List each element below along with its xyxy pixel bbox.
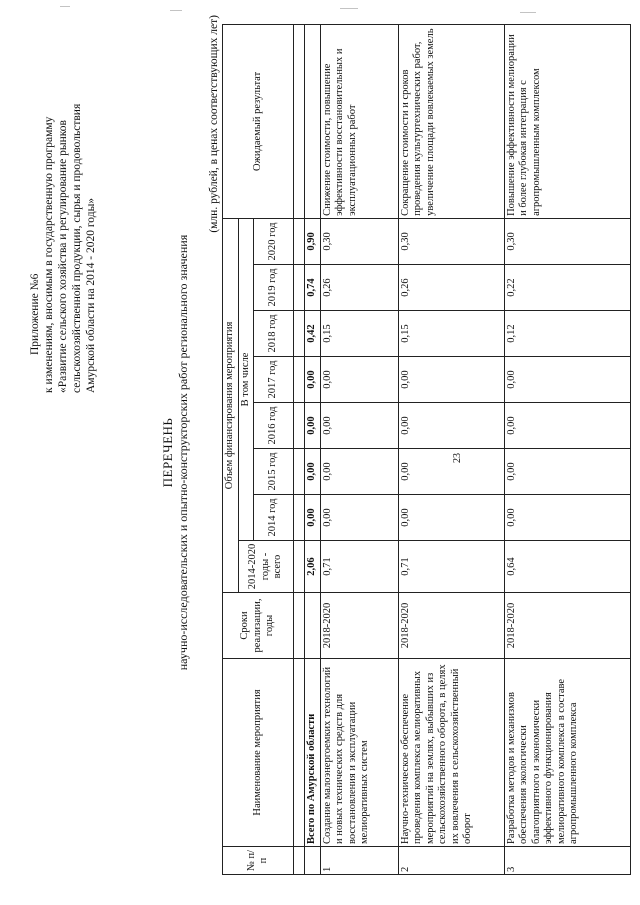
table-row xyxy=(398,24,504,874)
header-year: 2015 год xyxy=(254,449,294,495)
row-year-value: 0,00 xyxy=(320,403,398,449)
row-year-value: 0,12 xyxy=(504,311,630,357)
appendix-header xyxy=(28,13,98,393)
total-label: Всего по Амурской области xyxy=(305,659,321,847)
appendix-line: «Развитие сельского хозяйства и регулирование рынков xyxy=(57,120,69,393)
header-year: 2019 год xyxy=(254,265,294,311)
row-num: 2 xyxy=(398,847,504,875)
row-result: Снижение стоимости, повышение эффективности восстановительных и эксплуатационных работ xyxy=(320,24,398,218)
row-name: Разработка методов и механизмов обеспечения экологически благоприятного и экономически эффективного функционирования мелиоративного комплекса в составе агропромышленного комплекса xyxy=(504,659,630,847)
total-year-value: 0,00 xyxy=(305,495,321,541)
total-year-value: 0,00 xyxy=(305,357,321,403)
units-note: (млн. рублей, в ценах соответствующих лет) xyxy=(208,15,220,233)
header-total: 2014-2020 годы - всего xyxy=(238,541,294,593)
table-row xyxy=(320,24,398,874)
header-year: 2020 год xyxy=(254,218,294,264)
row-year-value: 0,30 xyxy=(504,218,630,264)
header-year: 2017 год xyxy=(254,357,294,403)
row-name: Создание малоэнергоемких технологий и новых технических средств для восстановления и эксплуатации мелиоративных систем xyxy=(320,659,398,847)
row-year-value: 0,00 xyxy=(398,403,504,449)
row-period: 2018-2020 xyxy=(398,593,504,659)
row-year-value: 0,00 xyxy=(504,403,630,449)
header-num: № п/п xyxy=(223,847,294,875)
row-year-value: 0,15 xyxy=(320,311,398,357)
total-year-value: 0,74 xyxy=(305,265,321,311)
scan-mark xyxy=(170,10,182,11)
header-year: 2016 год xyxy=(254,403,294,449)
row-num: 3 xyxy=(504,847,630,875)
row-num: 1 xyxy=(320,847,398,875)
document-title: ПЕРЕЧЕНЬ xyxy=(160,417,175,488)
header-funding-group: Объем финансирования мероприятия xyxy=(223,218,239,592)
appendix-title: Приложение №6 xyxy=(29,273,41,355)
header-year: 2018 год xyxy=(254,311,294,357)
document-subtitle: научно-исследовательских и опытно-конструкторских работ регионального значения xyxy=(176,234,190,671)
row-year-value: 0,00 xyxy=(320,357,398,403)
row-year-value: 0,26 xyxy=(398,265,504,311)
scan-mark xyxy=(60,6,70,7)
header-year: 2014 год xyxy=(254,495,294,541)
row-year-value: 0,22 xyxy=(504,265,630,311)
scan-mark xyxy=(340,8,358,9)
total-year-value: 0,42 xyxy=(305,311,321,357)
row-result: Сокращение стоимости и сроков проведения культуртехнических работ, увеличение площади вовлекаемых земель xyxy=(398,24,504,218)
total-value: 2,06 xyxy=(305,541,321,593)
row-period: 2018-2020 xyxy=(320,593,398,659)
row-year-value: 0,00 xyxy=(504,449,630,495)
row-period: 2018-2020 xyxy=(504,593,630,659)
appendix-line: сельскохозяйственной продукции, сырья и продовольствия xyxy=(71,103,83,393)
header-period: Сроки реализации, годы xyxy=(223,593,294,659)
header-including: В том числе xyxy=(238,218,254,540)
row-year-value: 0,00 xyxy=(398,495,504,541)
total-year-value: 0,00 xyxy=(305,403,321,449)
total-year-value: 0,90 xyxy=(305,218,321,264)
row-total: 0,71 xyxy=(320,541,398,593)
row-year-value: 0,30 xyxy=(398,218,504,264)
row-year-value: 0,00 xyxy=(398,449,504,495)
appendix-line: к изменениям, вносимым в государственную программу xyxy=(43,116,55,393)
table-row xyxy=(504,24,630,874)
row-name: Научно-техническое обеспечение проведения комплекса мелиоративных мероприятий на землях, выбывших из сельскохозяйственного оборота, в целях их вовлечения в сельскохозяйственный оборот xyxy=(398,659,504,847)
table-row-total xyxy=(305,24,321,874)
row-year-value: 0,15 xyxy=(398,311,504,357)
row-year-value: 0,00 xyxy=(504,495,630,541)
row-year-value: 0,00 xyxy=(320,449,398,495)
row-year-value: 0,00 xyxy=(398,357,504,403)
appendix-line: Амурской области на 2014 - 2020 годы» xyxy=(85,197,97,393)
scan-mark xyxy=(520,12,536,13)
row-result: Повышение эффективности мелиорации и более глубокая интеграция с агропромышленным комплексом xyxy=(504,24,630,218)
page-number: 23 xyxy=(452,453,463,463)
row-year-value: 0,00 xyxy=(320,495,398,541)
table-row-spacer xyxy=(294,24,305,874)
row-total: 0,71 xyxy=(398,541,504,593)
header-name: Наименование мероприятия xyxy=(223,659,294,847)
header-result: Ожидаемый результат xyxy=(223,24,294,218)
total-year-value: 0,00 xyxy=(305,449,321,495)
row-total: 0,64 xyxy=(504,541,630,593)
works-table xyxy=(222,24,631,875)
row-year-value: 0,30 xyxy=(320,218,398,264)
row-year-value: 0,26 xyxy=(320,265,398,311)
row-year-value: 0,00 xyxy=(504,357,630,403)
